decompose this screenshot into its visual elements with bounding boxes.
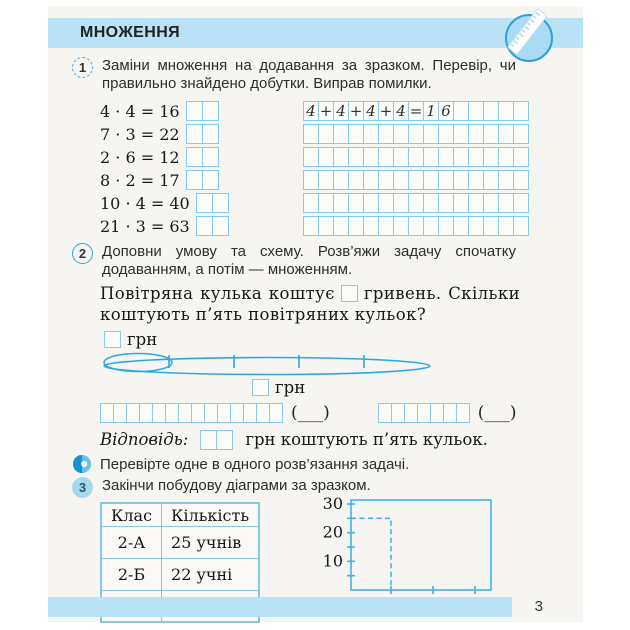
table-row bbox=[101, 558, 259, 590]
grid-cell[interactable] bbox=[256, 403, 270, 423]
equation-label: 7 · 3 = 22 bbox=[100, 124, 180, 144]
grid-cell[interactable]: + bbox=[319, 102, 333, 120]
equation-label: 2 · 6 = 12 bbox=[100, 147, 180, 167]
grid-cell[interactable]: 1 bbox=[423, 101, 439, 121]
grid-cell[interactable] bbox=[303, 193, 319, 213]
grid-cell[interactable] bbox=[378, 124, 394, 144]
grid-cell[interactable] bbox=[303, 147, 319, 167]
grid-cell[interactable] bbox=[113, 403, 127, 423]
grid-cell[interactable] bbox=[333, 147, 349, 167]
grid-cell[interactable] bbox=[468, 216, 484, 236]
table-row bbox=[101, 526, 259, 558]
grid-cell[interactable] bbox=[438, 124, 454, 144]
grid-cell[interactable] bbox=[378, 170, 394, 190]
grid-cell[interactable] bbox=[408, 147, 424, 167]
addition-writing-grid[interactable] bbox=[100, 403, 283, 423]
grid-cell[interactable]: 4 bbox=[333, 101, 349, 121]
grid-cell[interactable]: = bbox=[409, 102, 423, 120]
grid-cell[interactable] bbox=[423, 124, 439, 144]
grid-cell[interactable] bbox=[417, 403, 431, 423]
addition-check-parens[interactable]: (___) bbox=[291, 402, 330, 423]
chapter-header bbox=[48, 18, 583, 48]
grid-cell[interactable] bbox=[468, 147, 484, 167]
table-cell-class: 2-Б bbox=[101, 558, 162, 590]
task1-instruction: Заміни множення на додавання за зразком. Перевір, чи правильно знайдено добутки. Виправ помилки. bbox=[102, 57, 516, 92]
task2-work-row bbox=[100, 402, 583, 423]
equation-label: 8 · 2 = 17 bbox=[100, 170, 180, 190]
grid-cell[interactable] bbox=[453, 147, 469, 167]
grid-cell[interactable] bbox=[393, 170, 409, 190]
ytick-label: 20 bbox=[322, 522, 344, 542]
grid-cell[interactable] bbox=[243, 403, 257, 423]
ytick-label: 30 bbox=[322, 494, 344, 514]
multiplication-check-parens[interactable]: (___) bbox=[477, 402, 517, 423]
equation-row bbox=[100, 124, 529, 144]
grid-cell[interactable] bbox=[100, 403, 114, 423]
grid-cell[interactable]: + bbox=[349, 102, 363, 120]
grid-cell[interactable] bbox=[230, 403, 244, 423]
grid-cell[interactable] bbox=[453, 216, 469, 236]
unit-price-text: грн bbox=[127, 329, 158, 349]
check-box-pair[interactable] bbox=[196, 193, 229, 213]
grid-cell[interactable] bbox=[408, 216, 424, 236]
task1-number-badge: 1 bbox=[72, 57, 93, 78]
grid-cell[interactable] bbox=[483, 170, 499, 190]
grid-cell[interactable] bbox=[453, 193, 469, 213]
grid-cell[interactable] bbox=[408, 124, 424, 144]
grid-cell[interactable] bbox=[513, 147, 529, 167]
grid-cell[interactable] bbox=[333, 216, 349, 236]
table-cell-count: 22 учні bbox=[162, 558, 260, 590]
grid-cell[interactable] bbox=[438, 147, 454, 167]
grid-cell[interactable] bbox=[468, 170, 484, 190]
grid-cell[interactable] bbox=[152, 403, 166, 423]
grid-cell[interactable] bbox=[318, 170, 334, 190]
grid-cell[interactable] bbox=[513, 170, 529, 190]
workbook-page bbox=[48, 6, 583, 622]
grid-cell[interactable] bbox=[269, 403, 283, 423]
grid-cell[interactable] bbox=[453, 101, 469, 121]
grid-cell[interactable] bbox=[483, 101, 499, 121]
grid-cell[interactable] bbox=[423, 193, 439, 213]
table-header-row bbox=[101, 503, 259, 526]
grid-cell[interactable] bbox=[363, 170, 379, 190]
ytick-label: 10 bbox=[322, 551, 344, 571]
grid-cell[interactable] bbox=[363, 193, 379, 213]
grid-cell[interactable] bbox=[438, 216, 454, 236]
equation-label: 21 · 3 = 63 bbox=[100, 216, 190, 236]
grid-cell[interactable] bbox=[453, 170, 469, 190]
grid-cell[interactable]: 4 bbox=[303, 101, 319, 121]
grid-cell[interactable] bbox=[393, 124, 409, 144]
grid-cell[interactable] bbox=[498, 147, 514, 167]
grid-cell[interactable] bbox=[498, 170, 514, 190]
grid-cell[interactable] bbox=[217, 403, 231, 423]
sample-bar-dash bbox=[351, 519, 391, 591]
grid-cell[interactable] bbox=[423, 216, 439, 236]
chapter-title: МНОЖЕННЯ bbox=[80, 24, 181, 41]
task1-equations bbox=[100, 101, 529, 236]
equation-row bbox=[100, 170, 529, 190]
grid-cell[interactable] bbox=[393, 147, 409, 167]
writing-grid[interactable] bbox=[303, 170, 529, 190]
pair-work-icon bbox=[72, 454, 92, 474]
grid-cell[interactable] bbox=[456, 403, 470, 423]
grid-cell[interactable] bbox=[348, 170, 364, 190]
grid-cell[interactable] bbox=[404, 403, 418, 423]
grid-cell[interactable] bbox=[423, 170, 439, 190]
grid-cell[interactable] bbox=[423, 147, 439, 167]
price-input-box[interactable] bbox=[341, 285, 358, 302]
grid-cell[interactable] bbox=[303, 170, 319, 190]
grid-cell[interactable]: 4 bbox=[363, 101, 379, 121]
multiplication-writing-grid[interactable] bbox=[378, 403, 470, 423]
check-box-pair[interactable] bbox=[196, 216, 229, 236]
grid-cell[interactable] bbox=[468, 193, 484, 213]
grid-cell[interactable] bbox=[363, 147, 379, 167]
balloon-schema-diagram bbox=[101, 351, 433, 377]
answer-label: Відповідь: bbox=[100, 430, 189, 450]
check-box-pair[interactable] bbox=[186, 124, 219, 144]
check-box-pair[interactable] bbox=[186, 101, 219, 121]
table-header-class: Клас bbox=[101, 503, 162, 526]
task3-number-badge: 3 bbox=[72, 477, 93, 498]
task2-problem-text bbox=[100, 284, 520, 325]
page-content bbox=[48, 48, 583, 623]
grid-cell[interactable] bbox=[430, 403, 444, 423]
grid-cell[interactable] bbox=[333, 170, 349, 190]
equation-row bbox=[100, 216, 529, 236]
grid-cell[interactable] bbox=[513, 193, 529, 213]
grid-cell[interactable] bbox=[453, 124, 469, 144]
grid-cell[interactable] bbox=[498, 216, 514, 236]
grid-cell[interactable] bbox=[443, 403, 457, 423]
table-header-count: Кількість bbox=[162, 503, 260, 526]
writing-grid[interactable] bbox=[303, 216, 529, 236]
grid-cell[interactable] bbox=[204, 403, 218, 423]
table-cell-count: 25 учнів bbox=[162, 526, 260, 558]
grid-cell[interactable] bbox=[348, 216, 364, 236]
equation-row bbox=[100, 147, 529, 167]
task2-instruction: Доповни умову та схему. Розв’яжи задачу спочатку додаванням, а потім — множенням. bbox=[102, 243, 516, 278]
grid-cell[interactable] bbox=[318, 193, 334, 213]
task2-number-badge: 2 bbox=[72, 243, 93, 264]
task3-instruction: Закінчи побудову діаграми за зразком. bbox=[102, 477, 371, 495]
grid-cell[interactable] bbox=[191, 403, 205, 423]
page-number: 3 bbox=[534, 598, 543, 615]
grid-cell[interactable] bbox=[318, 147, 334, 167]
equation-label: 10 · 4 = 40 bbox=[100, 193, 190, 213]
grid-cell[interactable] bbox=[468, 124, 484, 144]
writing-grid[interactable] bbox=[303, 147, 529, 167]
writing-grid[interactable] bbox=[303, 193, 529, 213]
grid-cell[interactable] bbox=[363, 124, 379, 144]
grid-cell[interactable] bbox=[498, 101, 514, 121]
grid-cell[interactable] bbox=[438, 193, 454, 213]
grid-cell[interactable] bbox=[333, 124, 349, 144]
grid-cell[interactable] bbox=[303, 124, 319, 144]
equation-row bbox=[100, 101, 529, 121]
footer-band bbox=[48, 597, 512, 617]
task1-header bbox=[72, 56, 583, 93]
grid-cell[interactable] bbox=[165, 403, 179, 423]
total-price-label bbox=[252, 377, 583, 397]
total-price-box[interactable] bbox=[252, 379, 269, 396]
equation-label: 4 · 4 = 16 bbox=[100, 101, 180, 121]
grid-cell[interactable] bbox=[333, 193, 349, 213]
grid-cell[interactable] bbox=[393, 193, 409, 213]
grid-cell[interactable] bbox=[363, 216, 379, 236]
unit-price-label bbox=[104, 330, 583, 348]
grid-cell[interactable] bbox=[318, 124, 334, 144]
pair-work-note bbox=[72, 454, 583, 474]
grid-cell[interactable] bbox=[391, 403, 405, 423]
task2-answer-row bbox=[100, 429, 583, 450]
total-price-text: грн bbox=[275, 377, 306, 397]
grid-cell[interactable] bbox=[378, 193, 394, 213]
grid-cell[interactable]: 4 bbox=[393, 101, 409, 121]
grid-cell[interactable] bbox=[378, 403, 392, 423]
grid-cell[interactable] bbox=[513, 216, 529, 236]
check-box-pair[interactable] bbox=[186, 170, 219, 190]
grid-cell[interactable] bbox=[483, 193, 499, 213]
grid-cell[interactable] bbox=[178, 403, 192, 423]
grid-cell[interactable] bbox=[303, 216, 319, 236]
problem-text-after: гривень. Скільки коштують п’ять повітряних кульок? bbox=[100, 284, 520, 324]
task2-header bbox=[72, 242, 583, 279]
grid-cell[interactable] bbox=[513, 101, 529, 121]
answer-text: грн коштують п’ять кульок. bbox=[245, 430, 488, 450]
writing-grid[interactable] bbox=[303, 101, 529, 121]
grid-cell[interactable] bbox=[468, 101, 484, 121]
problem-text-before: Повітряна кулька коштує bbox=[100, 284, 335, 303]
grid-cell[interactable] bbox=[513, 124, 529, 144]
grid-cell[interactable] bbox=[126, 403, 140, 423]
grid-cell[interactable] bbox=[498, 193, 514, 213]
grid-cell[interactable] bbox=[483, 124, 499, 144]
grid-cell[interactable] bbox=[393, 216, 409, 236]
grid-cell[interactable] bbox=[318, 216, 334, 236]
grid-cell[interactable] bbox=[438, 170, 454, 190]
writing-grid[interactable] bbox=[303, 124, 529, 144]
grid-cell[interactable] bbox=[483, 147, 499, 167]
unit-price-box[interactable] bbox=[104, 331, 121, 348]
grid-cell[interactable] bbox=[139, 403, 153, 423]
equation-row bbox=[100, 193, 529, 213]
pair-work-text: Перевірте одне в одного розв’язання задачі. bbox=[100, 455, 410, 473]
grid-cell[interactable] bbox=[348, 193, 364, 213]
grid-cell[interactable]: 6 bbox=[438, 101, 454, 121]
grid-cell[interactable] bbox=[408, 170, 424, 190]
grid-cell[interactable] bbox=[348, 124, 364, 144]
grid-cell[interactable] bbox=[483, 216, 499, 236]
grid-cell[interactable] bbox=[348, 147, 364, 167]
check-box-pair[interactable] bbox=[186, 147, 219, 167]
grid-cell[interactable]: + bbox=[379, 102, 393, 120]
grid-cell[interactable] bbox=[378, 147, 394, 167]
grid-cell[interactable] bbox=[498, 124, 514, 144]
grid-cell[interactable] bbox=[408, 193, 424, 213]
grid-cell[interactable] bbox=[378, 216, 394, 236]
table-cell-class: 2-А bbox=[101, 526, 162, 558]
answer-box-pair[interactable] bbox=[200, 430, 233, 450]
